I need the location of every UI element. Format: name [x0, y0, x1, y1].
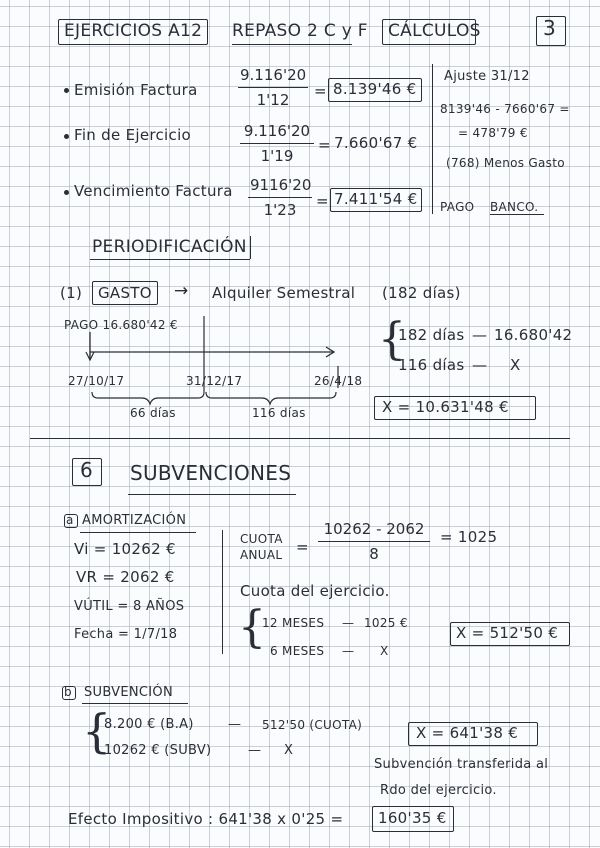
payment-label: PAGO 16.680'42 €	[64, 318, 178, 332]
q-row1-value: 1025 €	[364, 616, 408, 630]
issue-equals: =	[314, 82, 327, 100]
date-mid: 31/12/17	[186, 374, 243, 388]
sub-bullet: b	[64, 685, 72, 699]
item-number: (1)	[60, 284, 83, 302]
issue-label: Emisión Factura	[74, 81, 198, 99]
quota-label-2: ANUAL	[240, 548, 283, 562]
topic-title: REPASO 2 C y F	[232, 21, 368, 41]
mode-title: CÁLCULOS	[388, 21, 481, 41]
adjust-account: (768) Menos Gasto	[446, 156, 565, 170]
item-days: (182 días)	[382, 284, 461, 302]
rule-brace: {	[378, 314, 406, 365]
date-start: 27/10/17	[68, 374, 125, 388]
s-row2-amount: 10262 € (SUBV)	[104, 743, 212, 758]
adjust-title: Ajuste 31/12	[444, 69, 530, 84]
rule-row1-days: 182 días	[398, 326, 465, 344]
grants-title: SUBVENCIONES	[130, 461, 292, 485]
sub-note-line2: Rdo del ejercicio.	[380, 783, 497, 798]
q-row1-dash: —	[342, 616, 355, 630]
s-row2-value: X	[284, 743, 294, 758]
item-desc: Alquiler Semestral	[212, 284, 356, 302]
issue-numerator: 9.116'20	[240, 66, 307, 84]
amort-title-underline	[80, 532, 196, 533]
s-row1-value: 512'50 (CUOTA)	[262, 718, 363, 732]
tax-result: 160'35 €	[378, 809, 447, 827]
subject-title: EJERCICIOS A12	[64, 21, 203, 41]
rule-row1-value: 16.680'42	[494, 326, 573, 344]
sub-x: X = 641'38 €	[416, 724, 519, 742]
due-equals: =	[316, 192, 329, 210]
year-end-equals: =	[318, 136, 331, 154]
amort-divider	[222, 530, 223, 654]
year-end-denominator: 1'19	[260, 147, 294, 165]
fraction-bar	[318, 541, 430, 542]
accrual-title: PERIODIFICACIÓN	[92, 237, 247, 257]
q-row2-months: 6 MESES	[270, 644, 325, 658]
year-end-result: 7.660'67 €	[334, 134, 418, 152]
amort-title: AMORTIZACIÓN	[82, 513, 187, 528]
s-row2-dash: —	[248, 743, 262, 758]
vr-line: VR = 2062 €	[76, 568, 175, 586]
item-type: GASTO	[98, 284, 152, 302]
rule-row2-value: X	[510, 356, 521, 374]
page-number: 3	[543, 16, 557, 40]
amort-bullet: a	[66, 513, 74, 527]
quota-numerator: 10262 - 2062	[323, 520, 425, 538]
quota-equals: =	[296, 538, 309, 556]
sub-brace: {	[82, 704, 112, 758]
date-end: 26/4/18	[314, 374, 363, 388]
quota-brace: {	[238, 602, 266, 653]
grants-title-underline	[128, 494, 296, 495]
q-row1-months: 12 MESES	[262, 616, 325, 630]
pay-bank: BANCO.	[490, 200, 539, 214]
year-end-numerator: 9.116'20	[243, 122, 311, 140]
item-arrow: →	[174, 281, 189, 301]
s-row1-amount: 8.200 € (B.A)	[104, 717, 194, 732]
vi-line: Vi = 10262 €	[74, 540, 176, 558]
due-label: Vencimiento Factura	[74, 182, 233, 200]
accrual-result: X = 10.631'48 €	[382, 398, 509, 416]
q-row2-dash: —	[342, 644, 355, 658]
span-days-1: 66 días	[130, 406, 176, 420]
due-result: 7.411'54 €	[334, 190, 418, 208]
quota-denominator: 8	[369, 545, 379, 563]
span-days-2: 116 días	[252, 406, 306, 420]
adjust-calc: 8139'46 - 7660'67 =	[440, 102, 570, 116]
issue-denominator: 1'12	[256, 91, 290, 109]
tax-label: Efecto Impositivo : 641'38 x 0'25 =	[68, 810, 344, 828]
vutil-line: VÚTIL = 8 AÑOS	[74, 599, 185, 614]
s-row1-dash: —	[228, 717, 242, 732]
rule-row2-dash: —	[472, 356, 488, 374]
sub-note-line1: Subvención transferida al	[374, 757, 549, 772]
year-end-label: Fin de Ejercicio	[74, 126, 192, 144]
adjust-result: = 478'79 €	[458, 126, 528, 140]
due-numerator: 9116'20	[250, 176, 312, 194]
pay-label: PAGO	[440, 200, 475, 214]
quota-result: = 1025	[440, 528, 498, 546]
quota-x: X = 512'50 €	[456, 624, 559, 642]
q-row2-value: X	[380, 644, 389, 658]
fecha-line: Fecha = 1/7/18	[74, 627, 178, 642]
quota-fraction	[318, 520, 430, 563]
section-divider	[30, 438, 570, 439]
rule-row1-dash: —	[472, 326, 488, 344]
quota-label-1: CUOTA	[240, 532, 283, 546]
rule-row2-days: 116 días	[398, 356, 465, 374]
issue-result: 8.139'46 €	[333, 80, 417, 98]
quota-year-label: Cuota del ejercicio.	[240, 582, 390, 600]
section-number: 6	[80, 458, 94, 482]
sub-title: SUBVENCIÓN	[84, 685, 173, 700]
due-denominator: 1'23	[263, 201, 297, 219]
